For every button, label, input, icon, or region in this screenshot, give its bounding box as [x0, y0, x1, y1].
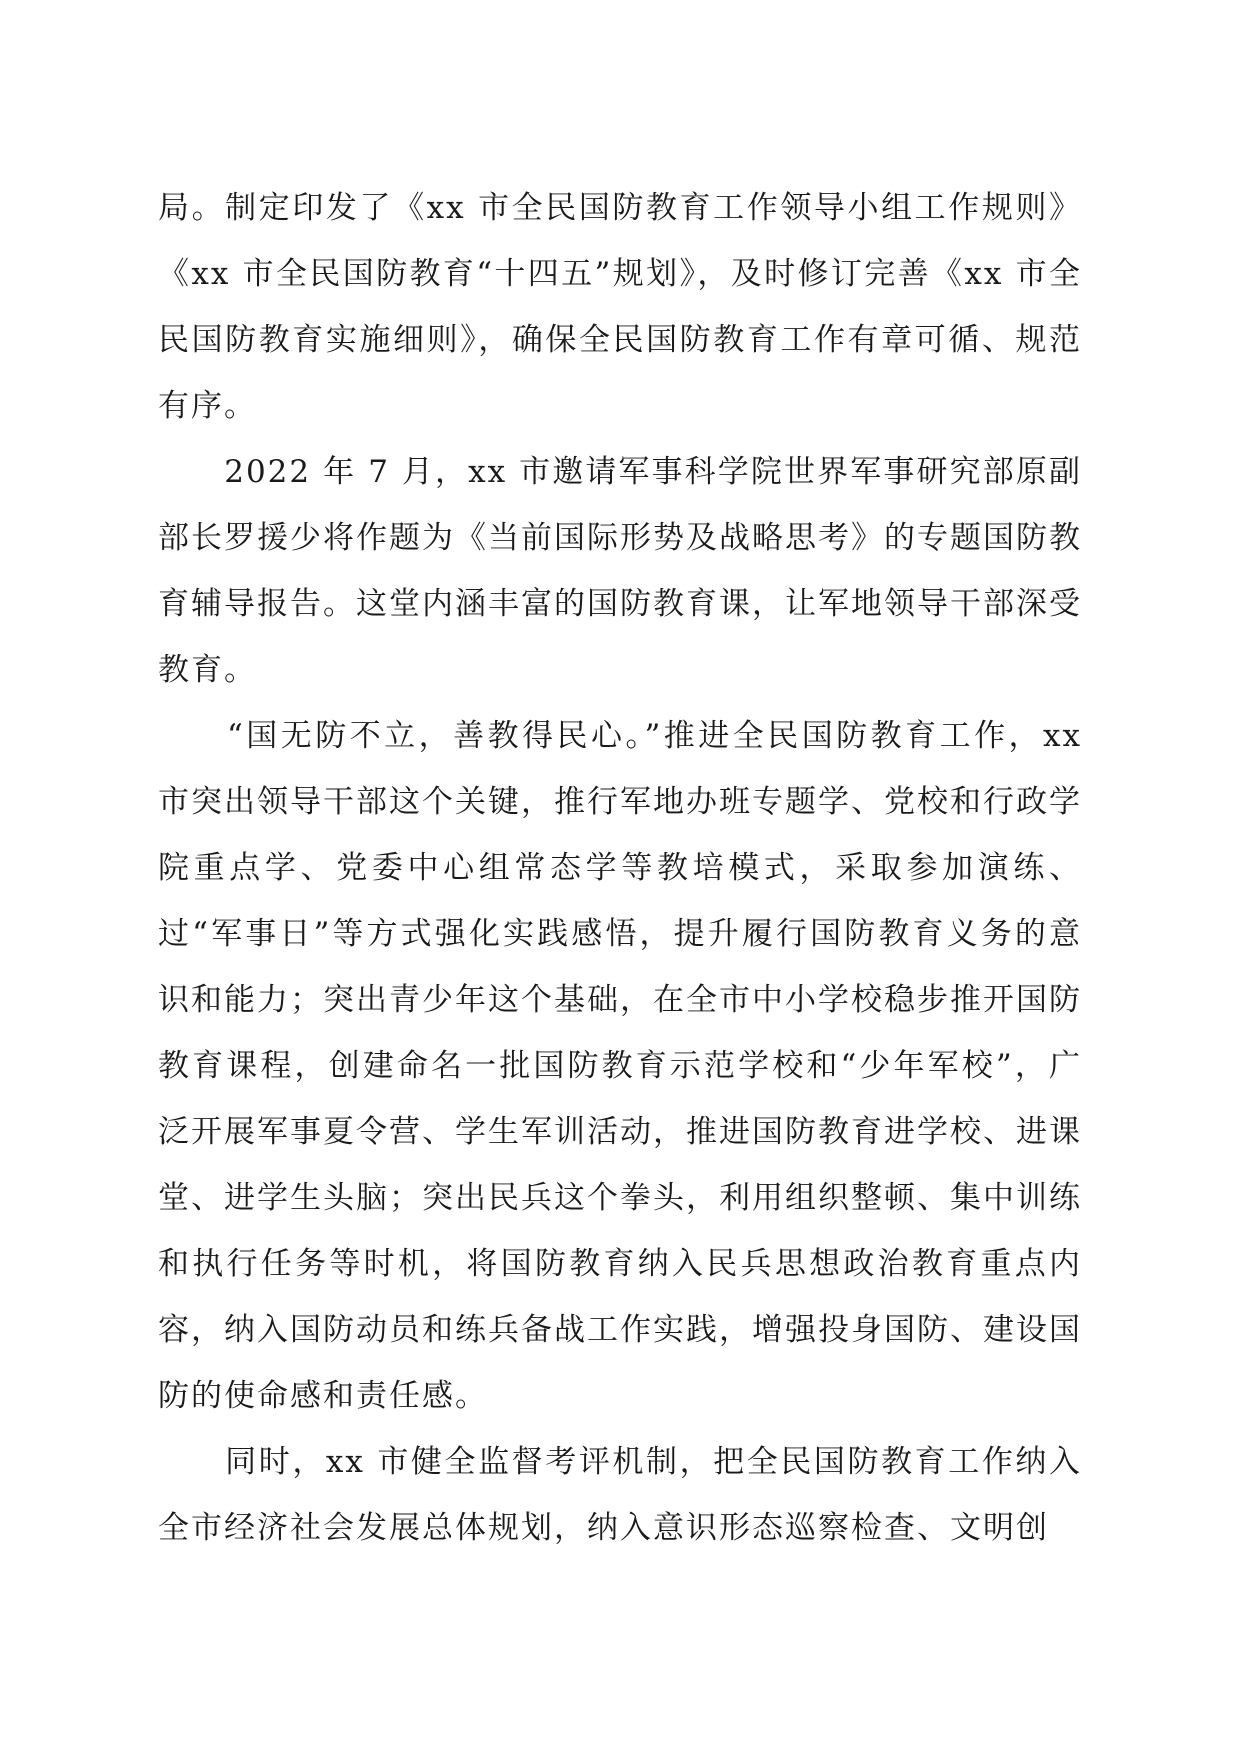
paragraph-3: “国无防不立，善教得民心。”推进全民国防教育工作，xx 市突出领导干部这个关键，推行军地办班专题学、党校和行政学院重点学、党委中心组常态学等教培模式，采取参加演练、过“军事日”等方式强化实践感悟，提升履行国防教育义务的意识和能力；突出青少年这个基础，在全市中小学校稳步推开国防教育课程，创建命名一批国防教育示范学校和“少年军校”，广泛开展军事夏令营、学生军训活动，推进国防教育进学校、进课堂、进学生头脑；突出民兵这个拳头，利用组织整顿、集中训练和执行任务等时机，将国防教育纳入民兵思想政治教育重点内容，纳入国防动员和练兵备战工作实践，增强投身国防、建设国防的使命感和责任感。: [158, 718, 1094, 1414]
paragraph-1: 局。制定印发了《xx 市全民国防教育工作领导小组工作规则》《xx 市全民国防教育“十四五”规划》，及时修订完善《xx 市全民国防教育实施细则》，确保全民国防教育工作有章可循、规范有序。: [158, 190, 1082, 424]
document-body: [158, 175, 1094, 1561]
paragraph-4: 同时，xx 市健全监督考评机制，把全民国防教育工作纳入全市经济社会发展总体规划，纳入意识形态巡察检查、文明创: [158, 1444, 1082, 1546]
paragraph-2: 2022 年 7 月，xx 市邀请军事科学院世界军事研究部原副部长罗援少将作题为《当前国际形势及战略思考》的专题国防教育辅导报告。这堂内涵丰富的国防教育课，让军地领导干部深受教育。: [158, 454, 1082, 688]
